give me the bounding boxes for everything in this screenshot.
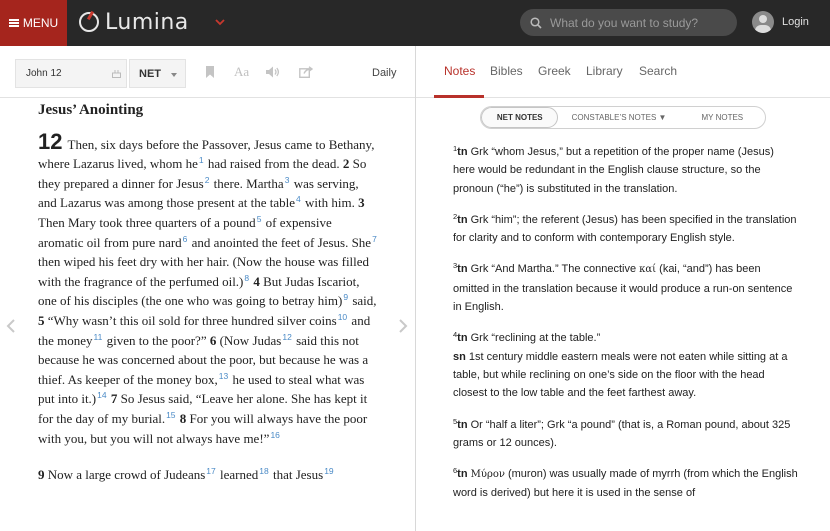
chevron-right-icon[interactable] bbox=[397, 318, 409, 334]
verse-text: and the money bbox=[38, 312, 371, 348]
brand-name: Lumina bbox=[105, 9, 189, 35]
logo-mark-icon bbox=[79, 12, 99, 32]
footnote-marker[interactable]: 8 bbox=[244, 272, 250, 283]
verse-number: 4 bbox=[253, 273, 260, 289]
footnote-marker[interactable]: 19 bbox=[324, 466, 334, 477]
note-type-label: tn bbox=[457, 332, 468, 345]
note-number[interactable]: 4 bbox=[453, 330, 458, 340]
library-icon bbox=[112, 69, 121, 78]
footnote-marker[interactable]: 6 bbox=[182, 233, 188, 244]
verse-number: 6 bbox=[209, 332, 217, 348]
reading-toolbar bbox=[0, 46, 415, 98]
footnote-marker[interactable]: 9 bbox=[343, 292, 349, 303]
tab-library[interactable]: Library bbox=[586, 64, 623, 78]
verse-text: For you will always have the poor with you, but you will not always have me!” bbox=[38, 410, 368, 446]
hamburger-icon bbox=[9, 19, 19, 27]
verse-text: Then Mary took three quarters of a pound bbox=[38, 214, 256, 230]
verse-number: 3 bbox=[358, 195, 365, 211]
verse-text: “Why wasn’t this oil sold for three hundred silver coins bbox=[44, 312, 337, 328]
verse-text: So Jesus said, “Leave her alone. She has kept it for the day of my burial. bbox=[38, 391, 368, 426]
chapter-number: 12 bbox=[38, 128, 63, 154]
notes-list bbox=[453, 143, 798, 516]
note-type-label: tn bbox=[457, 263, 468, 276]
footnote-marker[interactable]: 4 bbox=[296, 194, 301, 205]
note-type-label: tn bbox=[457, 213, 468, 226]
verse-number: 5 bbox=[38, 312, 45, 328]
footnote-marker[interactable]: 17 bbox=[206, 466, 216, 477]
verse-text: So they prepared a dinner for Jesus bbox=[38, 156, 367, 191]
note-item bbox=[453, 260, 798, 316]
top-bar bbox=[0, 0, 830, 46]
verse-text: said this not because he was concerned about the poor, but because he was a thief. As keeper of the money box, bbox=[38, 332, 369, 387]
verse-text: Now a large crowd of Judeans bbox=[44, 467, 206, 483]
daily-link[interactable]: Daily bbox=[372, 67, 397, 79]
note-text: Grk “him”; the referent (Jesus) has been specified in the translation for clarity and to conform with contemporary English style. bbox=[453, 213, 797, 245]
verse-text: had raised from the dead. bbox=[204, 156, 343, 172]
tab-notes[interactable]: Notes bbox=[444, 64, 476, 78]
note-number[interactable]: 1 bbox=[453, 144, 458, 153]
verse-text: said, bbox=[349, 293, 377, 309]
active-tab-indicator bbox=[434, 95, 484, 98]
note-number[interactable]: 5 bbox=[453, 416, 458, 426]
search-input[interactable] bbox=[550, 16, 730, 30]
verse-text: given to the poor?” bbox=[103, 332, 210, 348]
note-item bbox=[453, 465, 798, 503]
menu-button[interactable] bbox=[0, 0, 67, 46]
footnote-marker[interactable]: 5 bbox=[256, 213, 262, 224]
caret-down-icon bbox=[171, 73, 177, 77]
login-link[interactable]: Login bbox=[782, 16, 809, 28]
footnote-marker[interactable]: 3 bbox=[284, 174, 290, 185]
verse-text: of expensive aromatic oil from pure nard bbox=[38, 214, 332, 250]
footnote-marker[interactable]: 10 bbox=[337, 311, 348, 322]
footnote-marker[interactable]: 18 bbox=[259, 466, 269, 477]
verse-number: 8 bbox=[179, 410, 187, 426]
note-text: (muron) was usually made of myrrh (from which the English word is derived) but here it is used in the sense of bbox=[453, 468, 798, 500]
net-notes-tab[interactable]: NET NOTES bbox=[481, 107, 558, 128]
note-number[interactable]: 3 bbox=[453, 261, 458, 271]
chevron-left-icon[interactable] bbox=[5, 318, 17, 334]
section-heading: Jesus’ Anointing bbox=[38, 102, 144, 118]
verse-text: Then, six days before the Passover, Jesus came to Bethany, where Lazarus lived, whom he bbox=[38, 136, 375, 172]
tab-bibles[interactable]: Bibles bbox=[490, 64, 523, 78]
greek-word: Μύρον bbox=[470, 469, 505, 481]
reading-pane bbox=[0, 46, 415, 531]
verse-number: 2 bbox=[342, 156, 350, 172]
note-text: Grk “whom Jesus,” but a repetition of the proper name (Jesus) here would be redundant in the English clause structure, so the pronoun (“he”) is substituted in the translation. bbox=[453, 146, 774, 195]
greek-word: καί bbox=[639, 264, 657, 276]
constables-notes-tab[interactable]: CONSTABLE’S NOTES ▼ bbox=[571, 113, 667, 122]
avatar-icon[interactable] bbox=[752, 11, 774, 33]
paragraph bbox=[38, 465, 378, 483]
note-number[interactable]: 2 bbox=[453, 211, 458, 221]
note-text: (kai, “and”) has been omitted in the translation because it would produce a run-on sentence in English. bbox=[453, 263, 793, 314]
note-text: Grk “reclining at the table.” bbox=[467, 332, 601, 345]
version-selector[interactable] bbox=[129, 59, 186, 88]
verse-text: with him. bbox=[301, 195, 359, 211]
passage-text bbox=[38, 101, 378, 483]
note-type-label: tn bbox=[457, 146, 468, 158]
verse-text: that Jesus bbox=[269, 467, 324, 483]
verse-text: But Judas Iscariot, one of his disciples (the one who was going to betray him) bbox=[38, 273, 360, 309]
note-type-label: sn bbox=[453, 350, 466, 363]
footnote-marker[interactable]: 12 bbox=[282, 331, 292, 342]
my-notes-tab[interactable]: MY NOTES bbox=[701, 113, 744, 122]
note-text: 1st century middle eastern meals were not eaten while sitting at a table, but while reclining on one’s side on the floor with the head closest to the low table and the feet farthest away. bbox=[453, 350, 788, 400]
search-icon bbox=[530, 17, 542, 29]
footnote-marker[interactable]: 16 bbox=[270, 429, 280, 440]
note-text: Grk “And Martha.” The connective bbox=[467, 263, 640, 276]
footnote-marker[interactable]: 13 bbox=[218, 370, 229, 381]
version-label: NET bbox=[139, 67, 161, 80]
footnote-marker[interactable]: 7 bbox=[372, 233, 377, 244]
logo[interactable] bbox=[79, 9, 189, 35]
note-text: Or “half a liter”; Grk “a pound” (that is, a Roman pound, about 325 grams or 12 ounces). bbox=[453, 418, 791, 449]
tab-search[interactable]: Search bbox=[639, 64, 678, 78]
note-type-label: tn bbox=[457, 418, 468, 431]
audio-icon[interactable] bbox=[266, 66, 280, 78]
notes-viewport bbox=[416, 46, 830, 531]
verse-number: 7 bbox=[110, 391, 118, 407]
verse-text: and anointed the feet of Jesus. She bbox=[188, 234, 372, 250]
footnote-marker[interactable]: 15 bbox=[166, 409, 176, 420]
notes-source-toggle bbox=[480, 106, 766, 129]
user-area[interactable] bbox=[752, 11, 809, 33]
study-pane bbox=[416, 46, 830, 531]
reference-selector[interactable] bbox=[15, 59, 127, 88]
verse-number: 9 bbox=[38, 467, 45, 483]
study-tabs bbox=[416, 46, 830, 98]
menu-label: MENU bbox=[22, 16, 59, 30]
footnote-marker[interactable]: 1 bbox=[198, 155, 204, 166]
search-box[interactable] bbox=[520, 9, 737, 36]
footnote-marker[interactable]: 14 bbox=[97, 390, 107, 401]
verse-text: learned bbox=[216, 467, 259, 483]
verse-text: (Now Judas bbox=[216, 332, 282, 348]
verse-text: there. Martha bbox=[210, 175, 284, 191]
font-size-icon[interactable]: Aa bbox=[234, 64, 250, 79]
share-icon[interactable] bbox=[299, 66, 313, 78]
reference-label: John 12 bbox=[26, 68, 62, 79]
tab-greek[interactable]: Greek bbox=[538, 64, 571, 78]
verse-text: then wiped his feet dry with her hair. (Now the house was filled with the fragrance of the perfumed oil.) bbox=[38, 254, 370, 289]
paragraph bbox=[38, 128, 378, 449]
footnote-marker[interactable]: 11 bbox=[93, 331, 103, 342]
note-number[interactable]: 6 bbox=[453, 466, 458, 476]
note-type-label: tn bbox=[457, 468, 468, 481]
verse-text: was serving, and Lazarus was among those present at the table bbox=[38, 175, 359, 211]
note-item bbox=[453, 329, 798, 402]
note-item bbox=[453, 211, 798, 248]
note-item bbox=[453, 416, 798, 453]
note-item bbox=[453, 143, 798, 198]
chevron-down-icon[interactable] bbox=[215, 17, 225, 27]
footnote-marker[interactable]: 2 bbox=[204, 174, 210, 185]
verse-text: he used to steal what was put into it.) bbox=[38, 371, 365, 407]
bookmark-icon[interactable] bbox=[205, 66, 215, 78]
